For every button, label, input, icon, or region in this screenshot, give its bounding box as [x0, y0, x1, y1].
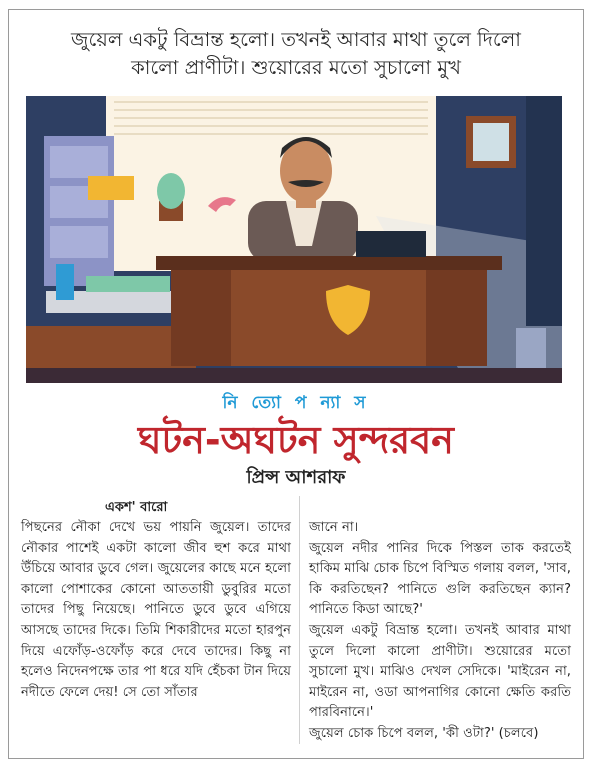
story-title: ঘটন-অঘটন সুন্দরবন: [138, 418, 454, 462]
chapter-number: একশ' বারো: [105, 500, 168, 515]
right-paragraph: জুয়েল চোক চিপে বলল, 'কী ওটা?' (চলবে): [309, 725, 539, 741]
pull-quote-headline: [27, 26, 565, 82]
right-paragraph: জুয়েল একটু বিভ্রান্ত হলো। তখনই আবার মাথা তুলে দিলো কালো প্রাণীটা। শুয়োরের মতো সুচালো মুখ। মাঝিও দেখল সেদিকে। 'মাইরেন না, মাইরেন না, ওডা আপনাগির কোনো ক্ষেতি করতি পারবিনানে।': [309, 622, 571, 721]
author-name: প্রিন্স আশরাফ: [246, 467, 346, 488]
right-column: [309, 518, 571, 745]
headline-line-1: জুয়েল একটু বিভ্রান্ত হলো। তখনই আবার মাথা তুলে দিলো: [71, 28, 521, 51]
office-detective-illustration: [26, 96, 562, 383]
laptop: [356, 231, 426, 257]
newspaper-page: [8, 9, 584, 759]
left-column: [21, 518, 291, 703]
folders: [88, 176, 134, 200]
column-divider: [299, 496, 300, 744]
right-paragraph: জানে না।: [309, 520, 359, 535]
plant: [157, 173, 185, 209]
trash-bin: [516, 328, 546, 368]
headline-line-2: কালো প্রাণীটা। শুয়োরের মতো সুচালো মুখ: [131, 56, 461, 79]
right-paragraph: জুয়েল নদীর পানির দিকে পিস্তল তাক করতেই হাকিম মাঝি চোক চিপে বিস্মিত গলায় বলল, 'সাব, কি করতিছেন? পানিতে গুলি করতিছেন ক্যান? পানিতে কিডা আছে?': [309, 540, 571, 618]
left-paragraph: পিছনের নৌকা দেখে ভয় পায়নি জুয়েল। তাদের নৌকার পাশেই একটা কালো জীব হুশ করে মাথা উঁচিয়ে আবার ডুবে গেল। জুয়েলের কাছে মনে হলো কালো পোশাকের কোনো আততায়ী ডুবুরির মতো তাদের পিছু নিয়েছে। পানিতে ডুবে ডুবে এগিয়ে আসছে তাদের দিকে। তিমি শিকারীদের মতো হারপুন দিয়ে এফোঁড়-ওফোঁড় করে দেবে তাদের। কিছু না হলেও নিদেনপক্ষে তার পা ধরে যদি হেঁচকা টান দিয়ে নদীতে ফেলে দেয়! সে তো সাঁতার: [21, 520, 291, 700]
filing-cabinet: [44, 136, 114, 286]
series-label: নি ত্যো প ন্যা স: [222, 393, 370, 413]
